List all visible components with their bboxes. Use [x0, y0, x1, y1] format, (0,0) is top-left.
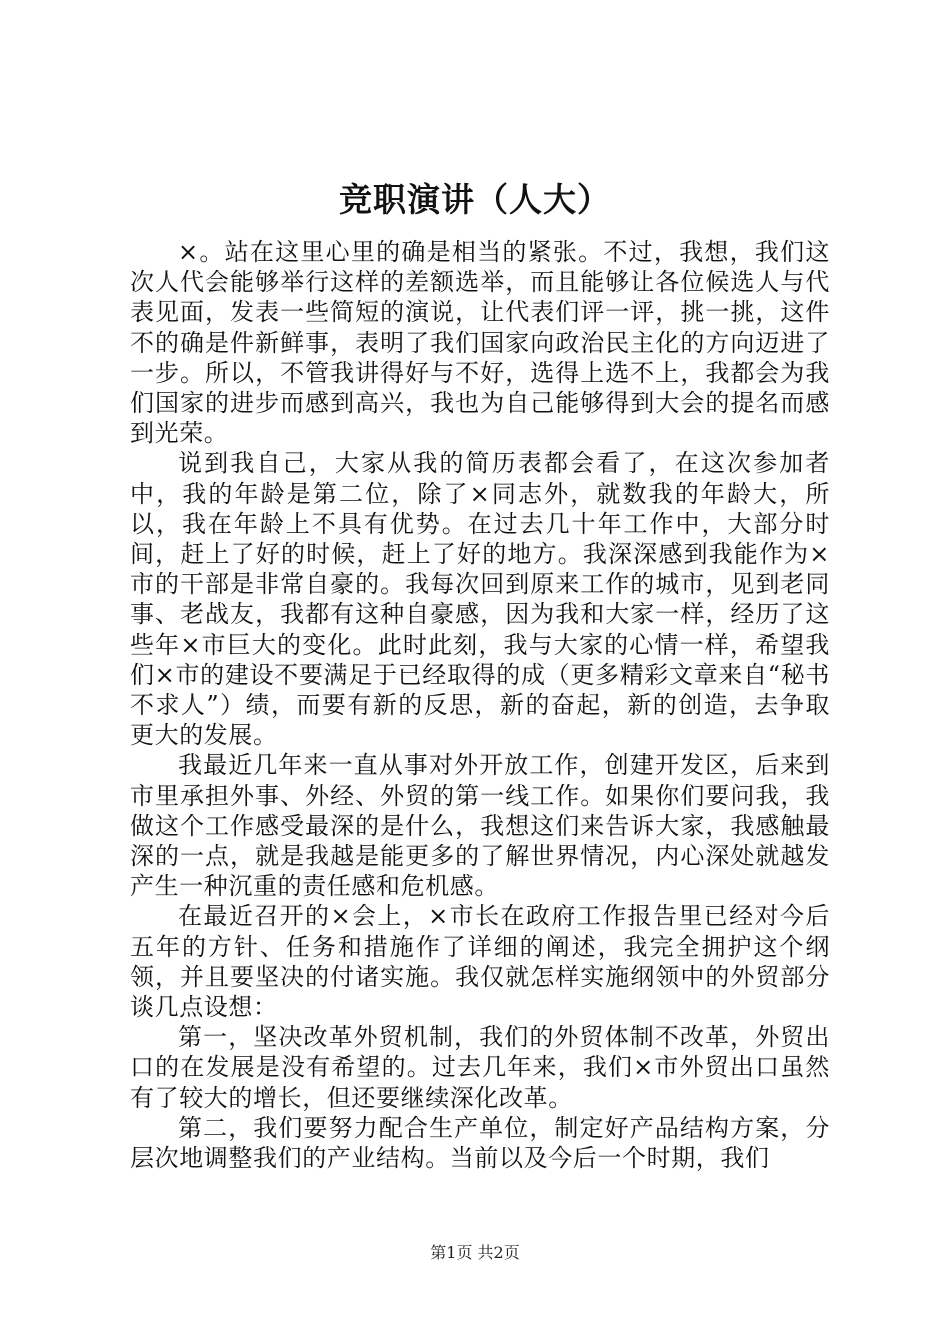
paragraph: 第二，我们要努力配合生产单位，制定好产品结构方案，分层次地调整我们的产业结构。当前以及今后一个时期，我们 — [130, 1113, 830, 1173]
page-number-footer: 第1页 共2页 — [430, 1243, 520, 1262]
paragraph: 在最近召开的×会上，×市长在政府工作报告里已经对今后五年的方针、任务和措施作了详细的阐述，我完全拥护这个纲领，并且要坚决的付诸实施。我仅就怎样实施纲领中的外贸部分谈几点设想： — [130, 902, 830, 1022]
document-title: 竞职演讲（人大） — [339, 180, 611, 219]
document-body — [130, 237, 830, 1173]
paragraph: 第一，坚决改革外贸机制，我们的外贸体制不改革，外贸出口的在发展是没有希望的。过去几年来，我们×市外贸出口虽然有了较大的增长，但还要继续深化改革。 — [130, 1023, 830, 1112]
paragraph: 说到我自己，大家从我的简历表都会看了，在这次参加者中，我的年龄是第二位，除了×同志外，就数我的年龄大，所以，我在年龄上不具有优势。在过去几十年工作中，大部分时间，赶上了好的时候，赶上了好的地方。我深深感到我能作为×市的干部是非常自豪的。我每次回到原来工作的城市，见到老同事、老战友，我都有这种自豪感，因为我和大家一样，经历了这些年×市巨大的变化。此时此刻，我与大家的心情一样，希望我们×市的建设不要满足于已经取得的成（更多精彩文章来自“秘书不求人”）绩，而要有新的反思，新的奋起，新的创造，去争取更大的发展。 — [130, 449, 830, 750]
paragraph: 我最近几年来一直从事对外开放工作，创建开发区，后来到市里承担外事、外经、外贸的第一线工作。如果你们要问我，我做这个工作感受最深的是什么，我想这们来告诉大家，我感触最深的一点，就是我越是能更多的了解世界情况，内心深处就越发产生一种沉重的责任感和危机感。 — [130, 751, 830, 901]
paragraph: ×。站在这里心里的确是相当的紧张。不过，我想，我们这次人代会能够举行这样的差额选举，而且能够让各位候选人与代表见面，发表一些简短的演说，让代表们评一评，挑一挑，这件不的确是件新鲜事，表明了我们国家向政治民主化的方向迈进了一步。所以，不管我讲得好与不好，选得上选不上，我都会为我们国家的进步而感到高兴，我也为自己能够得到大会的提名而感到光荣。 — [130, 238, 830, 448]
